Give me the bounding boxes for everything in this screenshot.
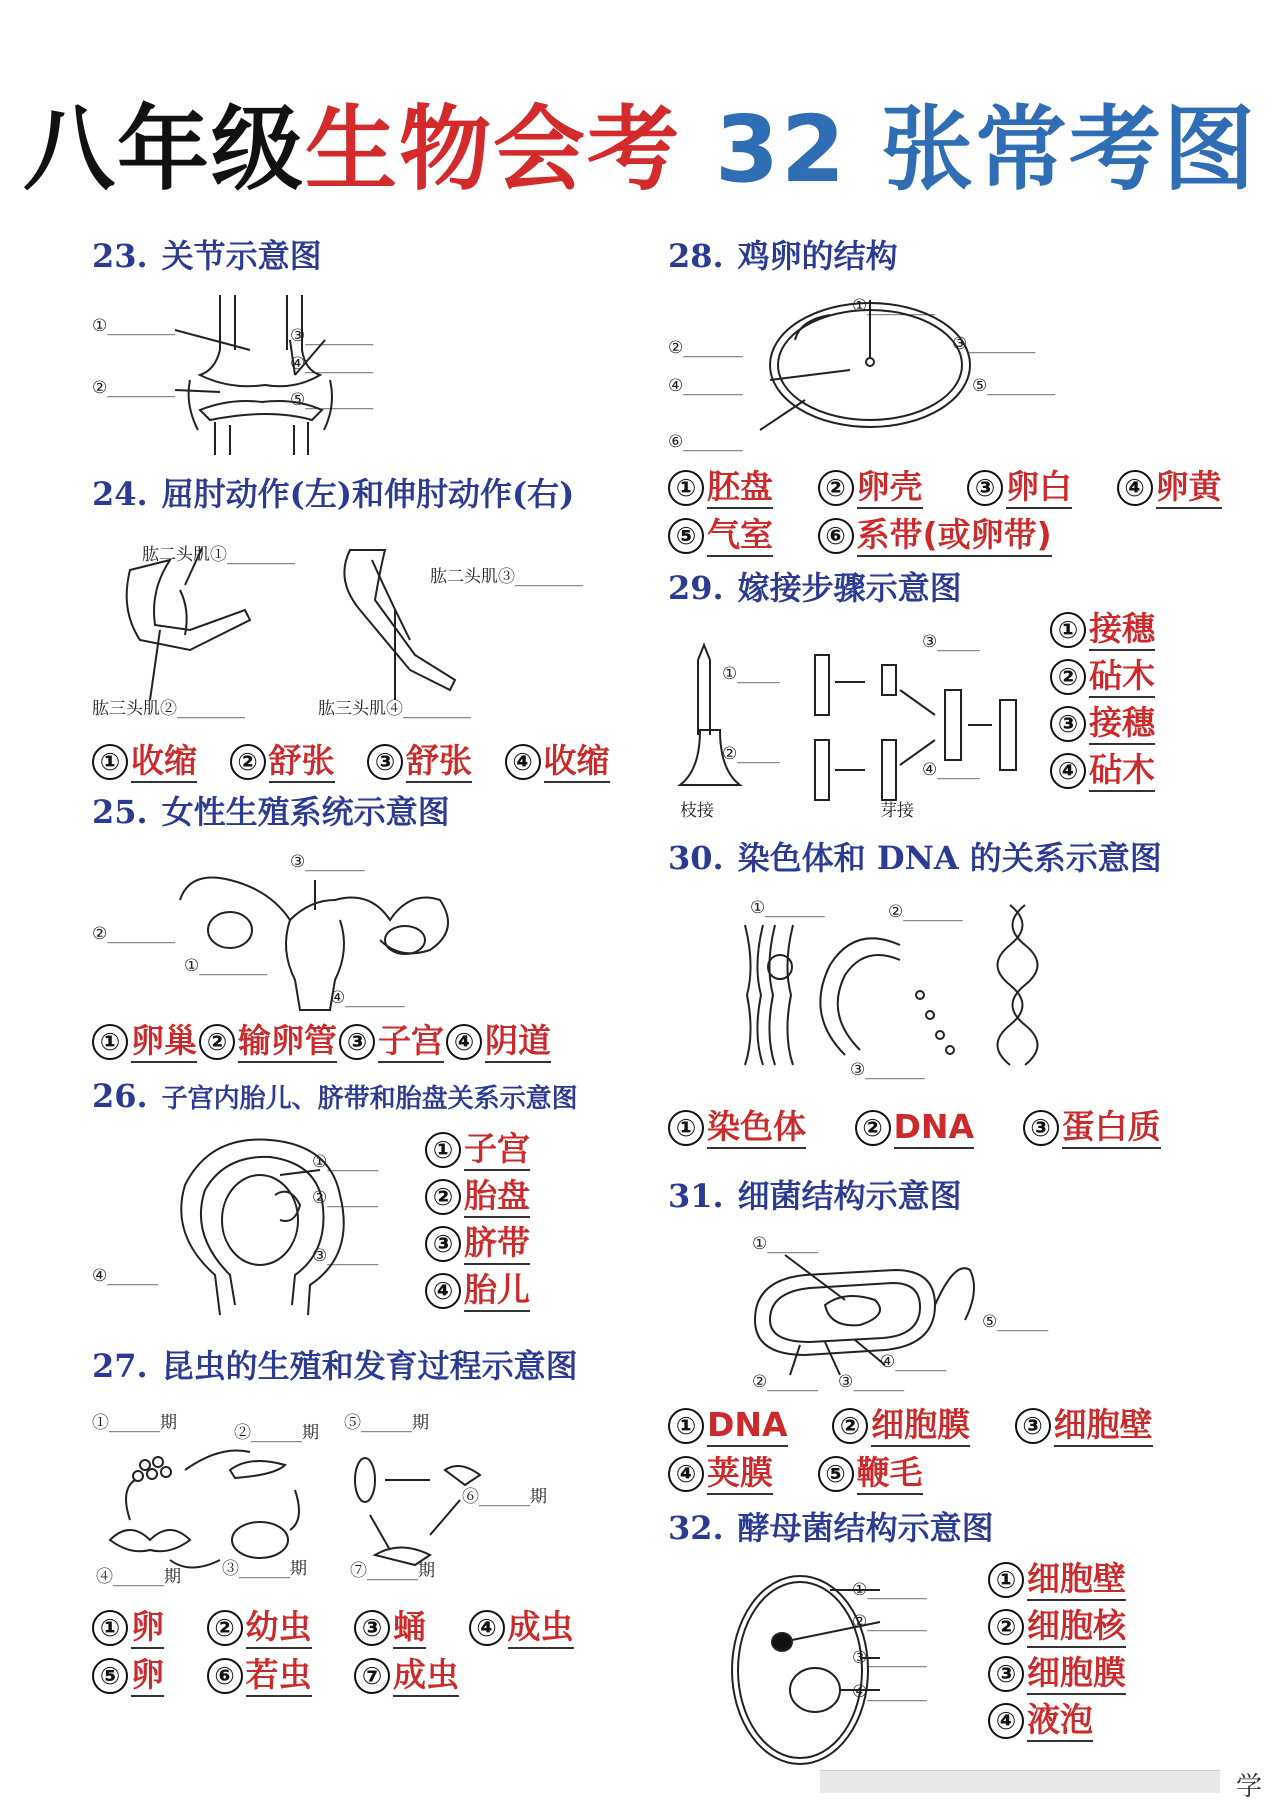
- yeast-label-4: ④_______: [852, 1682, 927, 1702]
- egg-label-2: ②_______: [668, 338, 743, 358]
- answers-27-row1: ① 卵 ② 幼虫 ③ 蛹 ④ 成虫: [92, 1610, 596, 1646]
- egg-label-5: ⑤________: [972, 376, 1056, 396]
- insect-label-6: ⑥______期: [462, 1487, 547, 1507]
- section-32-title: 32. 酵母菌结构示意图: [668, 1509, 994, 1547]
- graft-label-3: ③_____: [922, 632, 980, 652]
- graft-caption-zhijie: 枝接: [680, 801, 714, 821]
- joint-label-3: ③________: [290, 326, 374, 346]
- insect-label-2: ②______期: [234, 1423, 319, 1443]
- bacteria-label-2: ②______: [752, 1372, 819, 1392]
- female-label-4: ④_______: [330, 988, 405, 1008]
- bacteria-diagram: [745, 1250, 985, 1380]
- biceps-label-1: 肱二头肌①________: [142, 545, 295, 565]
- answers-28-row1: ① 胚盘 ② 卵壳 ③ 卵白 ④ 卵黄: [668, 470, 1244, 506]
- title-part3: 32 张常考图: [715, 96, 1258, 203]
- answers-28-row2: ⑤ 气室 ⑥ 系带(或卵带): [668, 518, 1074, 554]
- answers-27-row2: ⑤ 卵 ⑥ 若虫 ⑦ 成虫: [92, 1658, 481, 1694]
- graft-caption-yajie: 芽接: [880, 801, 914, 821]
- corner-mark: 学: [1236, 1772, 1263, 1802]
- insect-label-4: ④______期: [96, 1567, 181, 1587]
- female-label-2: ②________: [92, 924, 176, 944]
- bacteria-label-4: ④______: [880, 1352, 947, 1372]
- fetus-label-4: ④______: [92, 1266, 159, 1286]
- graft-label-2: ②_____: [722, 744, 780, 764]
- insect-label-1: ①______期: [92, 1413, 177, 1433]
- egg-label-1: ①________: [852, 296, 936, 316]
- fetus-label-3: ③______: [312, 1246, 379, 1266]
- female-label-1: ①________: [184, 956, 268, 976]
- dna-label-1: ①_______: [750, 898, 825, 918]
- answers-26: ① 子宫 ② 胎盘 ③ 脐带 ④ 胎儿: [425, 1132, 552, 1320]
- bottom-bar: [820, 1770, 1220, 1793]
- answers-29: ① 接穗 ② 砧木 ③ 接穗 ④ 砧木: [1050, 612, 1177, 800]
- yeast-label-2: ②_______: [852, 1612, 927, 1632]
- egg-label-4: ④_______: [668, 376, 743, 396]
- joint-label-4: ④________: [290, 354, 374, 374]
- answers-25: ① 卵巢 ② 输卵管 ③ 子宫 ④ 阴道: [92, 1024, 553, 1060]
- answers-31-row2: ④ 荚膜 ⑤ 鞭毛: [668, 1456, 945, 1492]
- answers-32: ① 细胞壁 ② 细胞核 ③ 细胞膜 ④ 液泡: [988, 1562, 1148, 1750]
- insect-label-7: ⑦______期: [350, 1561, 435, 1581]
- section-28-title: 28. 鸡卵的结构: [668, 237, 898, 275]
- section-25-title: 25. 女性生殖系统示意图: [92, 793, 450, 831]
- triceps-label-2: 肱三头肌②________: [92, 699, 245, 719]
- egg-label-6: ⑥_______: [668, 432, 743, 452]
- section-31-title: 31. 细菌结构示意图: [668, 1177, 962, 1215]
- yeast-diagram: [730, 1570, 970, 1770]
- page-title: [0, 96, 1280, 203]
- bacteria-label-3: ③______: [838, 1372, 905, 1392]
- section-30-title: 30. 染色体和 DNA 的关系示意图: [668, 839, 1162, 877]
- insect-label-5: ⑤______期: [344, 1413, 429, 1433]
- dna-label-2: ②_______: [888, 902, 963, 922]
- graft-label-1: ①_____: [722, 664, 780, 684]
- egg-diagram: [770, 300, 990, 440]
- joint-label-1: ①________: [92, 316, 176, 336]
- answers-31-row1: ① DNA ② 细胞膜 ③ 细胞壁: [668, 1408, 1175, 1444]
- section-27-title: 27. 昆虫的生殖和发育过程示意图: [92, 1347, 578, 1385]
- title-part2: 生物会考: [304, 96, 681, 203]
- section-24-title: 24. 屈肘动作(左)和伸肘动作(右): [92, 475, 575, 513]
- section-29-title: 29. 嫁接步骤示意图: [668, 569, 962, 607]
- chromosome-dna-diagram: [735, 905, 1065, 1075]
- bacteria-label-5: ⑤______: [982, 1312, 1049, 1332]
- biceps-label-3: 肱二头肌③________: [430, 567, 583, 587]
- fetus-label-2: ②______: [312, 1188, 379, 1208]
- answers-24: ① 收缩 ② 舒张 ③ 舒张 ④ 收缩: [92, 744, 632, 780]
- dna-label-3: ③_______: [850, 1060, 925, 1080]
- egg-label-3: ③________: [952, 334, 1036, 354]
- fetus-label-1: ①______: [312, 1152, 379, 1172]
- female-label-3: ③_______: [290, 852, 365, 872]
- joint-label-2: ②________: [92, 378, 176, 398]
- yeast-label-3: ③_______: [852, 1648, 927, 1668]
- yeast-label-1: ①_______: [852, 1580, 927, 1600]
- insect-label-3: ③______期: [222, 1559, 307, 1579]
- joint-label-5: ⑤________: [290, 390, 374, 410]
- graft-label-4: ④_____: [922, 760, 980, 780]
- triceps-label-4: 肱三头肌④________: [318, 699, 471, 719]
- title-part1: 八年级: [22, 96, 305, 203]
- section-26-title: 26. 子宫内胎儿、脐带和胎盘关系示意图: [92, 1077, 578, 1115]
- answers-30: ① 染色体 ② DNA ③ 蛋白质: [668, 1110, 1183, 1146]
- female-reproductive-diagram: [170, 860, 450, 1010]
- section-23-title: 23. 关节示意图: [92, 237, 322, 275]
- bacteria-label-1: ①______: [752, 1234, 819, 1254]
